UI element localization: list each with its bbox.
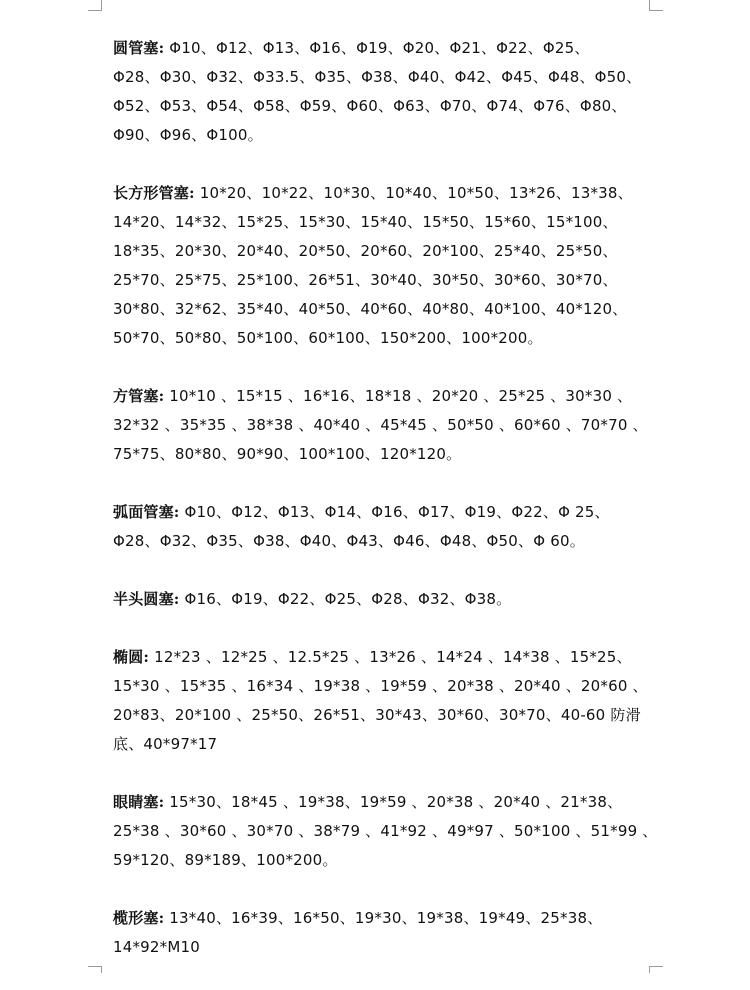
document-body <box>113 34 673 990</box>
text-line: 25*70、25*75、25*100、26*51、30*40、30*50、30*60、30*70、 <box>113 271 618 289</box>
section-label: 方管塞: <box>113 387 165 405</box>
section-label: 弧面管塞: <box>113 503 180 521</box>
size-list: 12*23 、12*25 、12.5*25 、13*26 、14*24 、14*38 、15*25、 <box>149 648 632 666</box>
crop-mark-top-right <box>649 10 663 11</box>
section-label: 榄形塞: <box>113 909 165 927</box>
section-label: 椭圆: <box>113 648 150 666</box>
text-line: 25*38 、30*60 、30*70 、38*79 、41*92 、49*97 、50*100 、51*99 、 <box>113 822 658 840</box>
size-list: Φ16、Φ19、Φ22、Φ25、Φ28、Φ32、Φ38。 <box>179 590 512 608</box>
text-line <box>113 179 673 208</box>
section-eye-plug <box>113 788 673 875</box>
section-arc-tube-plug <box>113 498 673 556</box>
text-line: Φ28、Φ30、Φ32、Φ33.5、Φ35、Φ38、Φ40、Φ42、Φ45、Φ48、Φ50、 <box>113 68 642 86</box>
crop-mark-bottom-left <box>88 966 102 967</box>
text-line <box>113 585 673 614</box>
text-line <box>113 382 673 411</box>
crop-mark-top-left <box>101 0 102 11</box>
text-line <box>113 34 673 63</box>
section-olive-plug <box>113 904 673 962</box>
text-line: 50*70、50*80、50*100、60*100、150*200、100*200。 <box>113 329 543 347</box>
crop-mark-top-right <box>649 0 650 11</box>
text-line <box>113 498 673 527</box>
section-rectangular-tube-plug <box>113 179 673 353</box>
text-line <box>113 643 673 672</box>
text-line: 30*80、32*62、35*40、40*50、40*60、40*80、40*100、40*120、 <box>113 300 628 318</box>
text-line: 底、40*97*17 <box>113 735 218 753</box>
section-label: 半头圆塞: <box>113 590 180 608</box>
section-round-tube-plug <box>113 34 673 150</box>
section-label: 圆管塞: <box>113 39 165 57</box>
text-line: 14*92*M10 <box>113 938 201 956</box>
text-line: Φ28、Φ32、Φ35、Φ38、Φ40、Φ43、Φ46、Φ48、Φ50、Φ 60。 <box>113 532 585 550</box>
text-line: 59*120、89*189、100*200。 <box>113 851 338 869</box>
text-line: 20*83、20*100 、25*50、26*51、30*43、30*60、30*70、40-60 防滑 <box>113 706 641 724</box>
size-list: Φ10、Φ12、Φ13、Φ14、Φ16、Φ17、Φ19、Φ22、Φ 25、 <box>179 503 610 521</box>
size-list: 10*10 、15*15 、16*16、18*18 、20*20 、25*25 、30*30 、 <box>164 387 633 405</box>
text-line: Φ90、Φ96、Φ100。 <box>113 126 263 144</box>
text-line: 14*20、14*32、15*25、15*30、15*40、15*50、15*60、15*100、 <box>113 213 618 231</box>
size-list: 15*30、18*45 、19*38、19*59 、20*38 、20*40 、21*38、 <box>164 793 623 811</box>
text-line: 32*32 、35*35 、38*38 、40*40 、45*45 、50*50 、60*60 、70*70 、 <box>113 416 648 434</box>
text-line <box>113 788 673 817</box>
text-line: Φ52、Φ53、Φ54、Φ58、Φ59、Φ60、Φ63、Φ70、Φ74、Φ76、Φ80、 <box>113 97 627 115</box>
section-label: 眼睛塞: <box>113 793 165 811</box>
section-square-tube-plug <box>113 382 673 469</box>
text-line <box>113 904 673 933</box>
size-list: 10*20、10*22、10*30、10*40、10*50、13*26、13*38、 <box>194 184 633 202</box>
text-line: 18*35、20*30、20*40、20*50、20*60、20*100、25*40、25*50、 <box>113 242 618 260</box>
section-half-round-plug <box>113 585 673 614</box>
crop-mark-top-left <box>88 10 102 11</box>
text-line: 75*75、80*80、90*90、100*100、120*120。 <box>113 445 462 463</box>
size-list: 13*40、16*39、16*50、19*30、19*38、19*49、25*38、 <box>164 909 603 927</box>
crop-mark-bottom-left <box>101 966 102 973</box>
text-line: 15*30 、15*35 、16*34 、19*38 、19*59 、20*38 、20*40 、20*60 、 <box>113 677 648 695</box>
section-label: 长方形管塞: <box>113 184 195 202</box>
size-list: Φ10、Φ12、Φ13、Φ16、Φ19、Φ20、Φ21、Φ22、Φ25、 <box>164 39 590 57</box>
section-oval-plug <box>113 643 673 759</box>
